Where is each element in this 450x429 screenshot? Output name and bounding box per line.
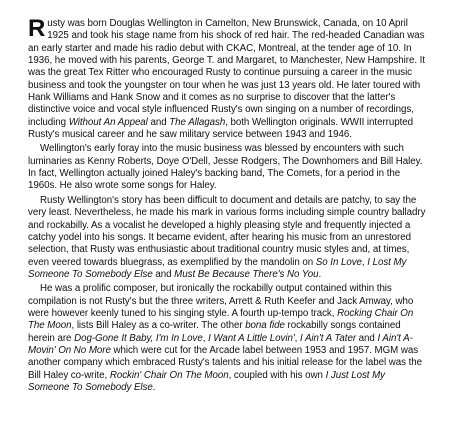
text-run: , <box>202 332 209 344</box>
song-title: I Just Lost My Someone To Somebody Else <box>28 369 386 393</box>
song-title: The Allagash <box>169 116 226 128</box>
song-title: Without An Appeal <box>68 116 148 128</box>
song-title: Dog-Gone It Baby, I'm In Love <box>74 332 203 344</box>
song-title: I Ain't A Tater <box>299 332 357 344</box>
paragraph-4 <box>28 283 426 394</box>
paragraph-3 <box>28 195 426 281</box>
song-title: Rockin' Chair On The Moon <box>109 369 229 381</box>
song-title: Rocking Chair On The Moon <box>28 307 414 332</box>
song-title: So In Love <box>315 256 362 268</box>
paragraph-1 <box>28 15 426 141</box>
song-title: I Want A Little Lovin' <box>208 332 295 344</box>
song-title: I Lost My Someone To Somebody Else <box>28 256 407 280</box>
text-run: Rusty Wellington's story has been difficult to document and details are patchy, to say the very least. Nevertheless, he made his mark in various forms including simple country balladry and rockabilly. As a vocalist he developed a highly pleasing style and frequently injected a catchy yodel into his songs. It became evident, after hearing his music from an unrestored selection, that Rusty was enthusiastic about traditional country music styles and, at times, even veered towards bluegrass, as exemplified by the mandolin on <box>28 194 426 268</box>
drop-cap: R <box>28 15 46 42</box>
text-run: He was a prolific composer, but ironically the rockabilly output contained within this compilation is not Rusty's but the three writers, Arrett & Ruth Keefer and Jack Amway, who were however keenly tuned to his singing style. A fourth up-tempo track, <box>28 283 414 319</box>
text-run: Wellington's early foray into the music business was blessed by encounters with such luminaries as Kenny Roberts, Doye O'Dell, Jesse Rodgers, The Downhomers and Bill Haley. In fact, Wellington actually joined Haley's backing band, The Comets, for a period in the 1960s. He also wrote some songs for Haley. <box>28 143 423 192</box>
text-run: , <box>294 332 300 344</box>
text-run: rockabilly songs contained herein are <box>28 320 401 344</box>
paragraph-2 <box>28 143 426 192</box>
text-run: and <box>147 116 170 128</box>
text-run: . <box>152 381 156 393</box>
phrase-italic: bona fide <box>245 320 285 332</box>
text-run: usty was born Douglas Wellington in Camelton, New Brunswick, Canada, on 10 April 1925 and took his stage name from his shock of red hair. The red-headed Canadian was an early starter and made his radio debut with CKAC, Montreal, at the tender age of 10. In 1936, he moved with his parents, George T. and Margaret, to Manchester, New Hampshire. It was the great Tex Ritter who encouraged Rusty to continue pursuing a career in the music business and took the youngster on tour when he was just 13 years old. He later toured with Hank Williams and Hank Snow and it comes as no surprise to discover that the latter's distinctive voice and vocal style influenced Rusty's own singing on a number of recordings, including <box>28 18 425 128</box>
text-run: , lists Bill Haley as a co-writer. The other <box>71 320 246 332</box>
biography-text <box>28 15 426 396</box>
text-run: and <box>356 332 378 344</box>
text-run: which were cut for the Arcade label between 1953 and 1957. MGM was another company which embraced Rusty's talents and his initial release for the label was the Bill Haley co-write, <box>28 344 422 381</box>
text-run: . <box>318 268 322 280</box>
song-title: Must Be Because There's No You <box>174 268 319 280</box>
text-run: and <box>152 268 175 280</box>
text-run: , <box>361 256 368 268</box>
song-title: I Ain't A-Movin' On No More <box>28 332 413 356</box>
text-run: , both Wellington originals. WWII interrupted Rusty's musical career and he saw military service between 1943 and 1946. <box>28 116 413 141</box>
text-run: , coupled with his own <box>228 369 326 381</box>
